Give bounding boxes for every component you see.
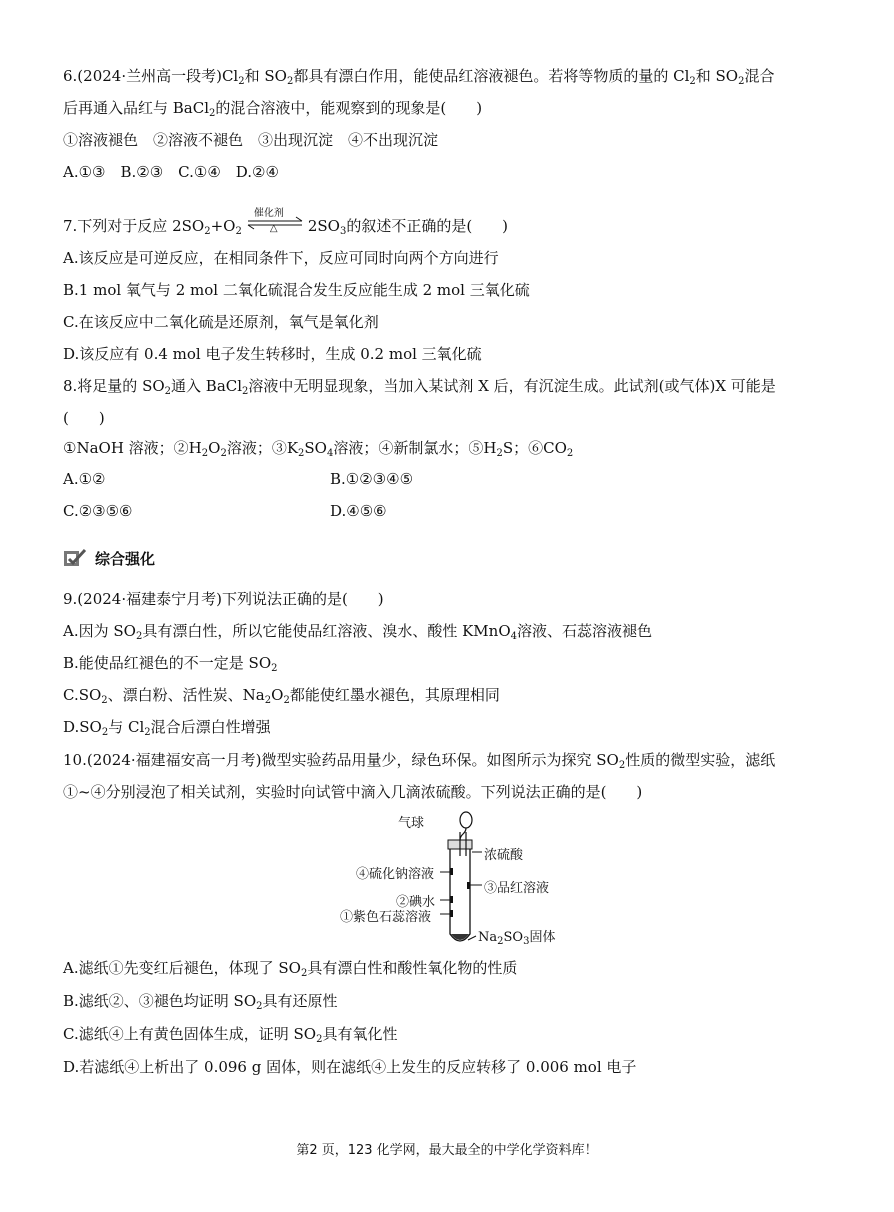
q10-option-b: B.滤纸②、③褪色均证明 $SO_2$具有还原性	[63, 992, 338, 1012]
section-header	[63, 547, 155, 569]
q8-option-c: C.②③⑤⑥	[63, 502, 133, 520]
q10-option-c: C.滤纸④上有黄色固体生成，证明 $SO_2$具有氧化性	[63, 1025, 398, 1045]
q7-option-c: C.在该反应中二氧化硫是还原剂，氧气是氧化剂	[63, 313, 379, 331]
q9-option-d: $D.SO_2$与 $Cl_2$混合后漂白性增强	[63, 718, 271, 738]
checklist-icon	[63, 548, 87, 568]
q6-line2: 后再通入品红与 BaCl$_2$的混合溶液中，能观察到的现象是( )	[63, 99, 483, 119]
q8-option-d: D.④⑤⑥	[330, 502, 387, 520]
label-balloon: 气球	[398, 816, 425, 831]
label-filter-4: ④硫化钠溶液	[356, 867, 435, 882]
q8-option-a: A.①②	[63, 470, 106, 488]
experiment-figure	[340, 810, 566, 950]
q7-option-a: A.该反应是可逆反应，在相同条件下，反应可同时向两个方向进行	[63, 249, 499, 267]
q7-option-b: B.1 mol 氧气与 2 mol 二氧化硫混合发生反应能生成 2 mol 三氧化硫	[63, 281, 530, 299]
q8-stem: 8.将足量的 $SO_2$通入 BaCl$_2$溶液中无明显现象，当加入某试剂 X 后，有沉淀生成。此试剂(或气体)X 可能是	[63, 377, 776, 397]
label-conc-acid: 浓硫酸	[484, 848, 524, 863]
q6-options: A.①③ B.②③ C.①④ D.②④	[63, 163, 279, 181]
q8-option-b: B.①②③④⑤	[330, 470, 414, 488]
q10-line1: 10.(2024·福建福安高一月考)微型实验药品用量少，绿色环保。如图所示为探究 $SO_2$性质的微型实验，滤纸	[63, 751, 776, 771]
q10-option-d: D.若滤纸④上析出了 0.096 g 固体，则在滤纸④上发生的反应转移了 0.006 mol 电子	[63, 1058, 637, 1076]
q10-line2: ①~④分别浸泡了相关试剂，实验时向试管中滴入几滴浓硫酸。下列说法正确的是( )	[63, 783, 643, 801]
q8-paren: ( )	[63, 409, 105, 427]
q9-option-b: B.能使品红褪色的不一定是 $SO_2$	[63, 654, 278, 674]
q9-option-a: A.因为 $SO_2$具有漂白性，所以它能使品红溶液、溴水、酸性 KMnO$_4$溶液、石蕊溶液褪色	[63, 622, 653, 642]
q6-items: ①溶液褪色 ②溶液不褪色 ③出现沉淀 ④不出现沉淀	[63, 131, 439, 149]
q6-line1: 6.(2024·兰州高一段考)$Cl_2$和 $SO_2$都具有漂白作用，能使品红溶液褪色。若将等物质的量的 $Cl_2$和 $SO_2$混合	[63, 67, 775, 87]
q7-option-d: D.该反应有 0.4 mol 电子发生转移时，生成 0.2 mol 三氧化硫	[63, 345, 482, 363]
q10-option-a: A.滤纸①先变红后褪色，体现了 $SO_2$具有漂白性和酸性氧化物的性质	[63, 959, 518, 979]
page-footer: 第2 页，123 化学网，最大最全的中学化学资料库！	[296, 1143, 598, 1158]
reversible-arrow-icon: 催化剂 △	[246, 216, 304, 236]
label-filter-3: ③品红溶液	[484, 881, 550, 896]
label-filter-2: ②碘水	[396, 895, 436, 910]
label-filter-1: ①紫色石蕊溶液	[340, 910, 432, 925]
section-title: 综合强化	[95, 549, 156, 568]
label-solid: $Na_2SO_3$固体	[478, 930, 556, 947]
q8-reagents: ①NaOH 溶液；$②H_2O_2$溶液；$③K_2SO_4$溶液；④新制氯水；$⑤H_2S$；$⑥CO_2$	[63, 439, 574, 459]
q9-option-c: $C.SO_2$、漂白粉、活性炭、$Na_2O_2$都能使红墨水褪色，其原理相同	[63, 686, 500, 706]
q9-stem: 9.(2024·福建泰宁月考)下列说法正确的是( )	[63, 590, 384, 608]
q7-stem: 7.下列对于反应 $2SO_2+O_2$ 催化剂 △ $2SO_3$的叙述不正确的是( )	[63, 208, 509, 237]
